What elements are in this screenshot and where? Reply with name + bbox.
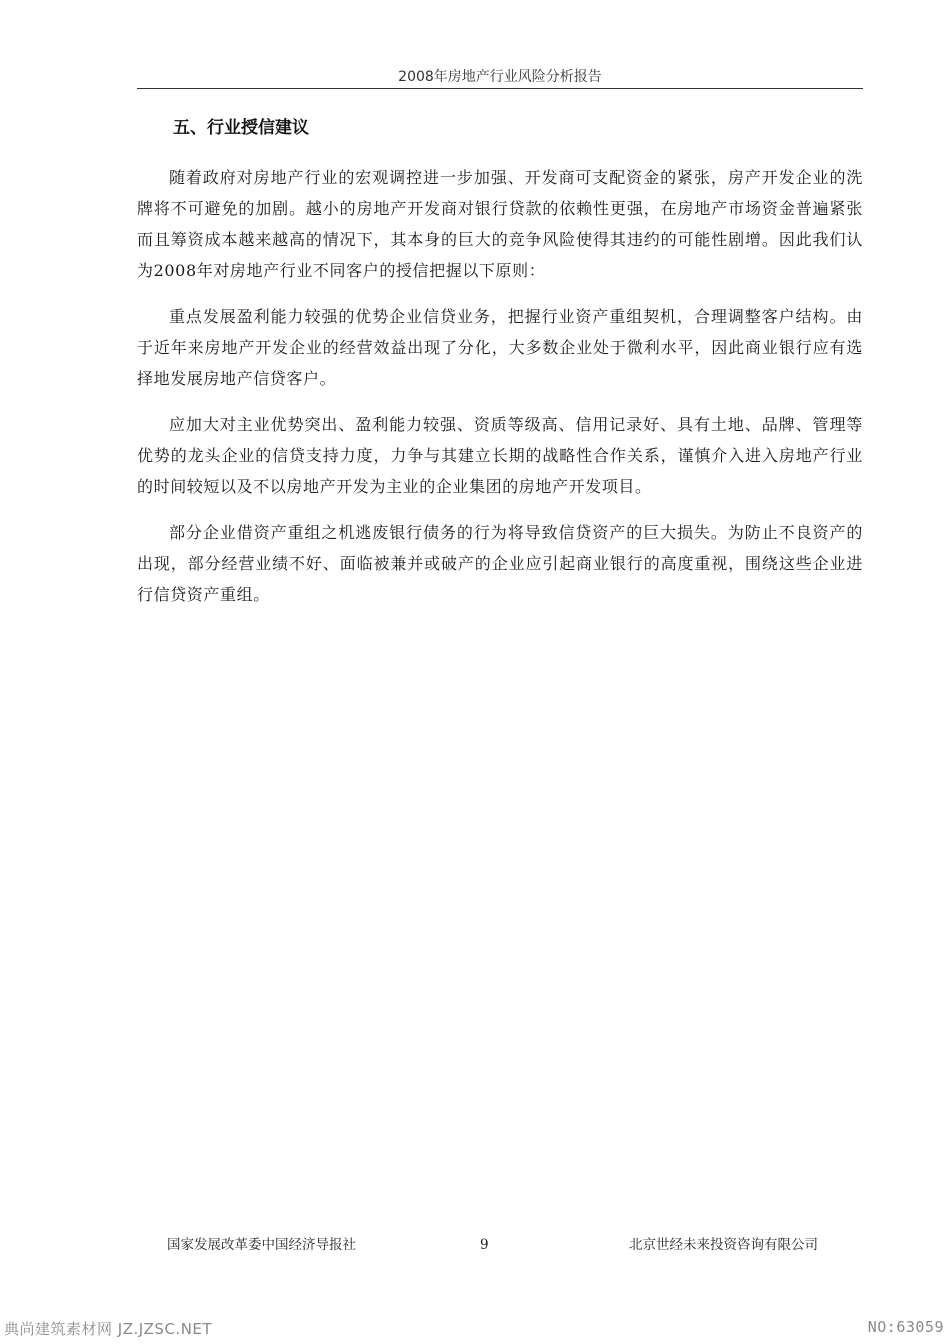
footer-company: 北京世经未来投资咨询有限公司 [629, 1237, 818, 1253]
paragraph-key-development: 重点发展盈利能力较强的优势企业信贷业务，把握行业资产重组契机，合理调整客户结构。由于近年来房地产开发企业的经营效益出现了分化，大多数企业处于微利水平，因此商业银行应有选择地发展房地产信贷客户。 [137, 307, 863, 388]
document-body [137, 112, 863, 625]
watermark-bar [0, 1314, 950, 1344]
page-header [137, 66, 863, 89]
paragraph-intro: 随着政府对房地产行业的宏观调控进一步加强、开发商可支配资金的紧张，房产开发企业的洗牌将不可避免的加剧。越小的房地产开发商对银行贷款的依赖性更强，在房地产市场资金普遍紧张而且筹资成本越来越高的情况下，其本身的巨大的竞争风险使得其违约的可能性剧增。因此我们认为2008年对房地产行业不同客户的授信把握以下原则： [137, 168, 863, 280]
page-number: 9 [480, 1237, 489, 1253]
watermark-site: 典尚建筑素材网 JZ.JZSC.NET [4, 1320, 213, 1338]
section-title: 五、行业授信建议 [173, 118, 309, 138]
header-title: 2008年房地产行业风险分析报告 [398, 69, 602, 85]
footer-publisher: 国家发展改革委中国经济导报社 [167, 1237, 356, 1253]
paragraph-asset-restructuring: 部分企业借资产重组之机逃废银行债务的行为将导致信贷资产的巨大损失。为防止不良资产的出现，部分经营业绩不好、面临被兼并或破产的企业应引起商业银行的高度重视，围绕这些企业进行信贷资产重组。 [137, 523, 863, 604]
page-footer [137, 1233, 863, 1257]
paragraph-leading-enterprises: 应加大对主业优势突出、盈利能力较强、资质等级高、信用记录好、具有土地、品牌、管理等优势的龙头企业的信贷支持力度，力争与其建立长期的战略性合作关系，谨慎介入进入房地产行业的时间较短以及不以房地产开发为主业的企业集团的房地产开发项目。 [137, 415, 863, 496]
watermark-number: NO:63059 [867, 1318, 944, 1336]
